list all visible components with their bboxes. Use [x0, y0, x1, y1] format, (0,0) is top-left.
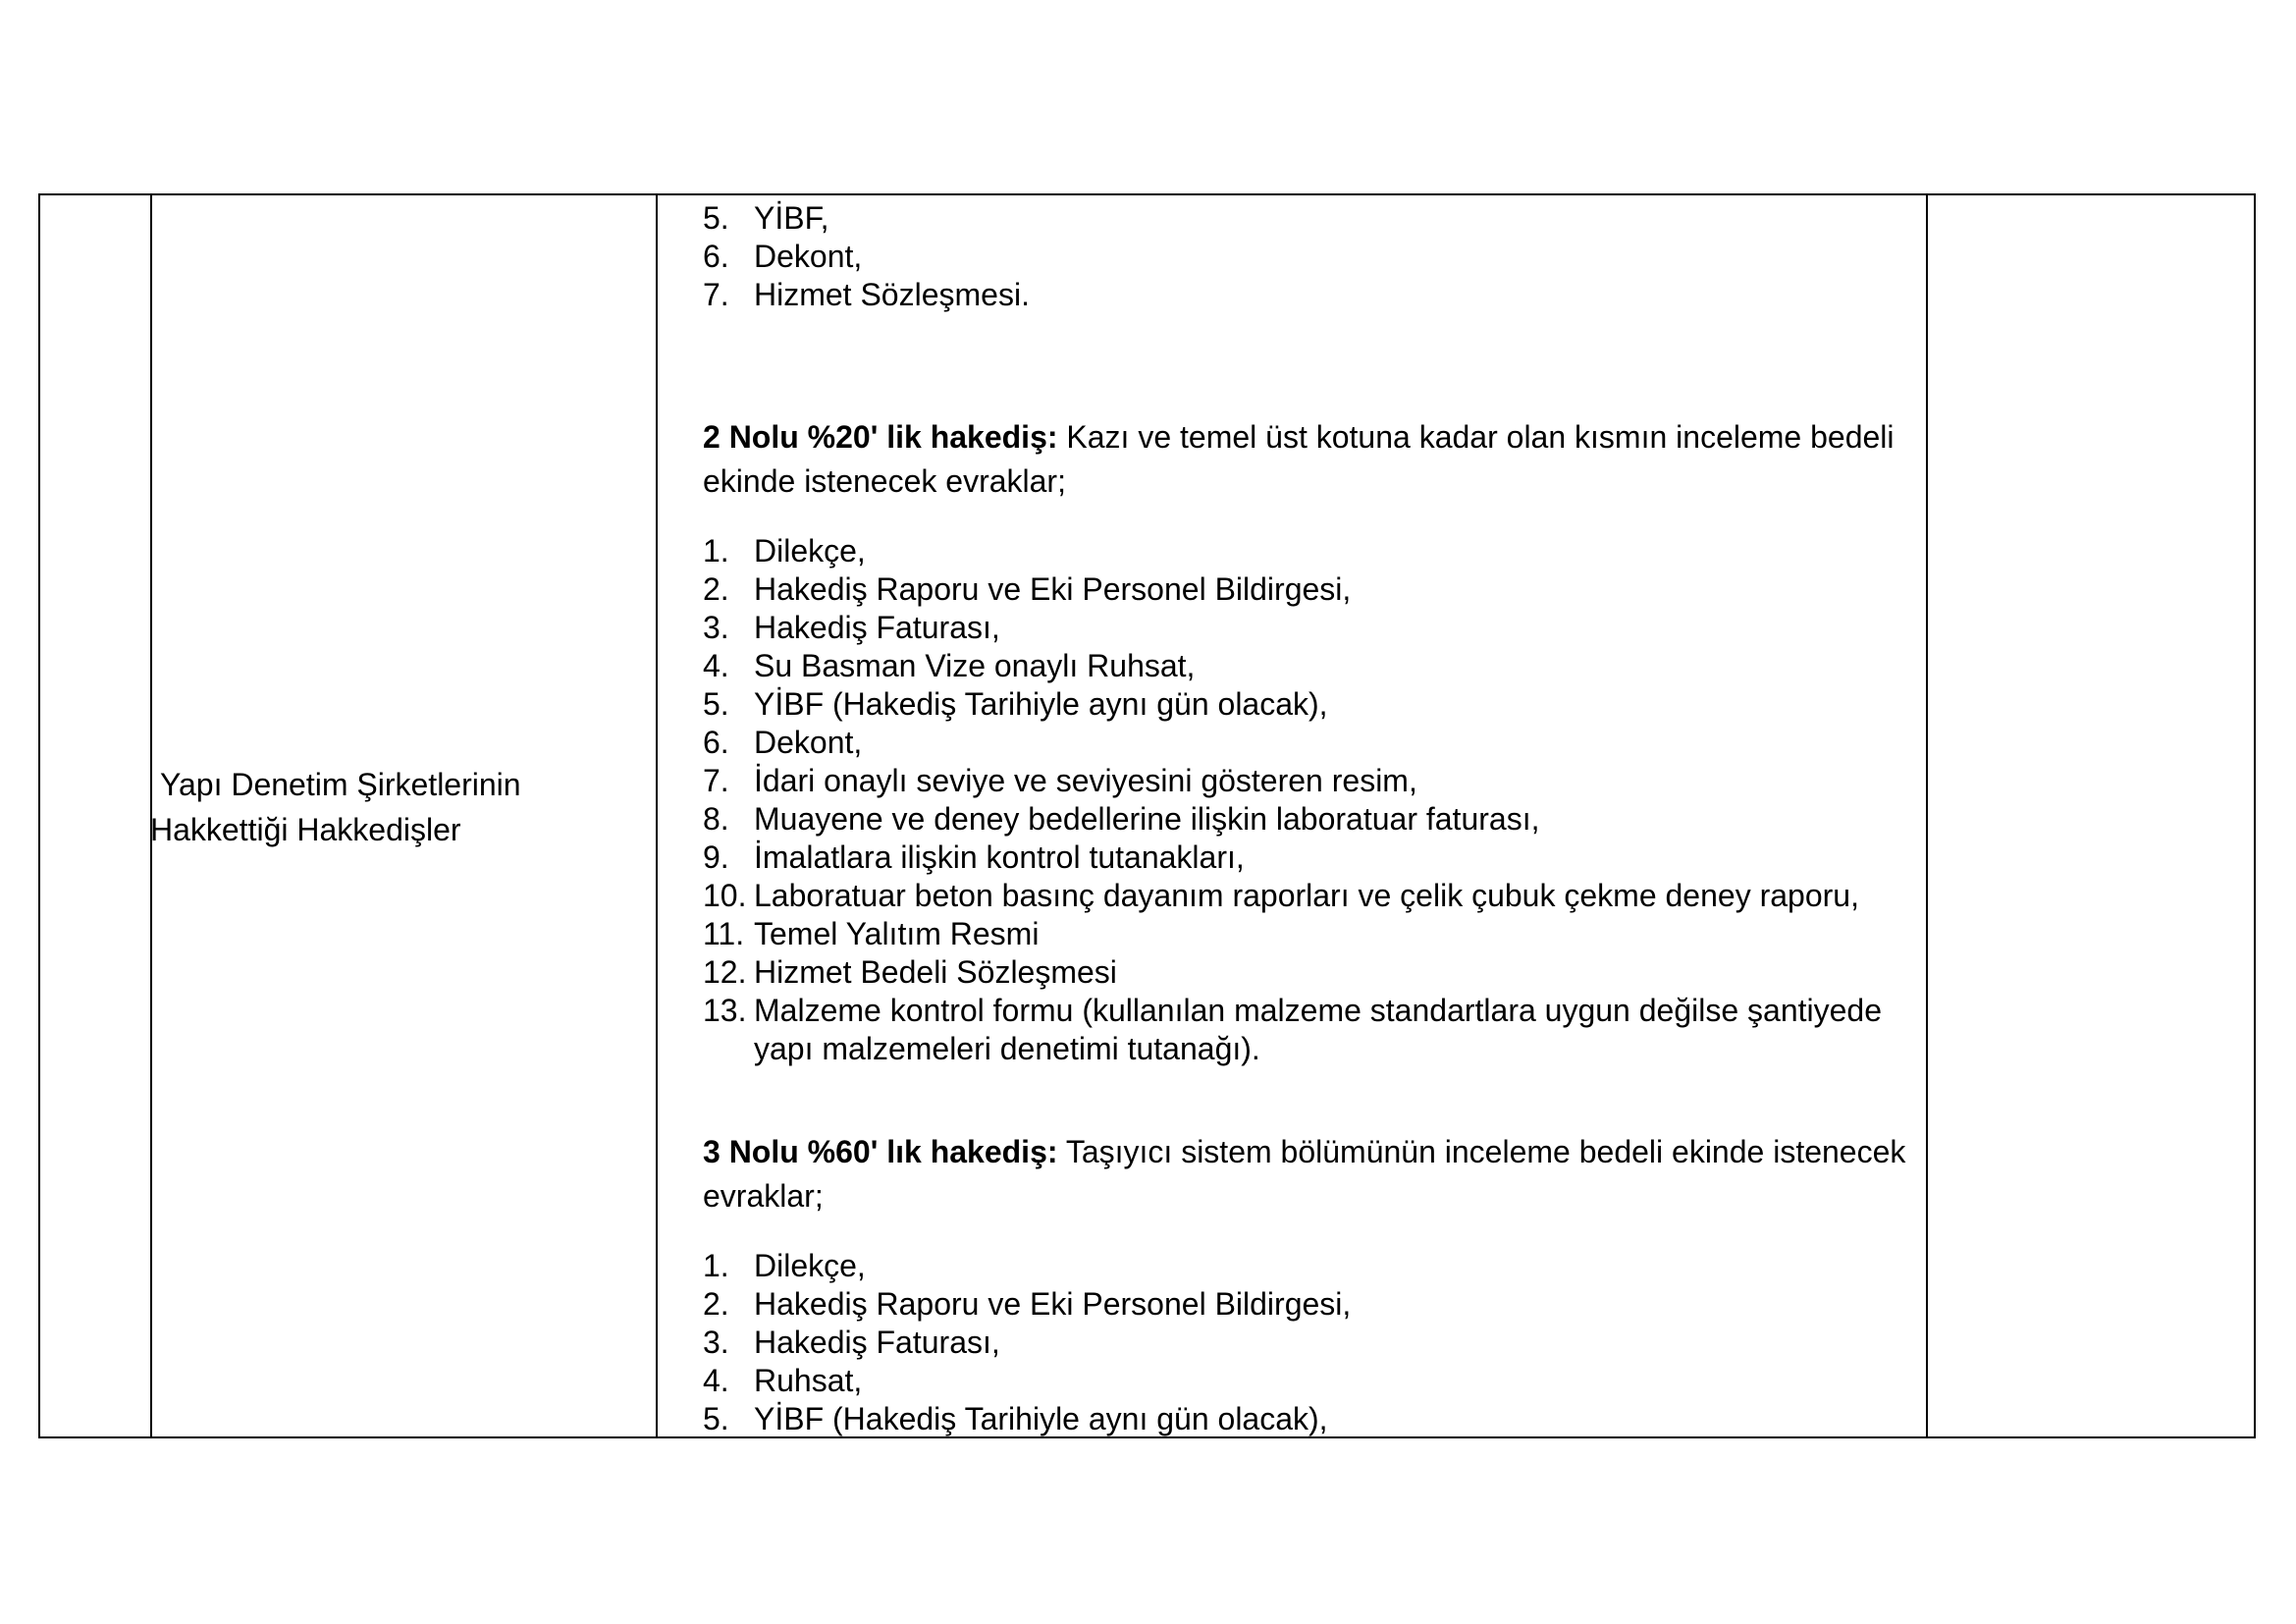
section-2-description: Kazı ve temel üst kotuna kadar olan kısmın inceleme bedeli ekinde istenecek evraklar; — [703, 419, 1895, 499]
list-item: 1. Dilekçe, — [703, 533, 866, 568]
subject-cell — [150, 762, 656, 852]
section-2-list — [703, 532, 1916, 1068]
list-item: 4. Ruhsat, — [703, 1363, 863, 1398]
list-item: 6. Dekont, — [703, 725, 863, 760]
section-3-list — [703, 1247, 1916, 1438]
list-item: 13. Malzeme kontrol formu (kullanılan malzeme standartlara uygun değilse şantiyede yapı malzemeleri denetimi tutanağı). — [703, 993, 1883, 1066]
list-item: 10. Laboratuar beton basınç dayanım raporları ve çelik çubuk çekme deney raporu, — [703, 878, 1859, 913]
section-3-title: 3 Nolu %60' lık hakediş: — [703, 1134, 1058, 1169]
list-item: 3. Hakediş Faturası, — [703, 1325, 1000, 1360]
section-3-description: Taşıyıcı sistem bölümünün inceleme bedeli ekinde istenecek evraklar; — [703, 1134, 1906, 1214]
subject-line-1: Yapı Denetim Şirketlerinin — [160, 767, 521, 802]
list-item: 1. Dilekçe, — [703, 1248, 866, 1283]
list-item: 3. Hakediş Faturası, — [703, 610, 1000, 645]
column-divider-2 — [656, 195, 658, 1436]
content-cell — [703, 195, 1926, 1436]
list-item: 11. Temel Yalıtım Resmi — [703, 916, 1040, 951]
list-item: 7. İdari onaylı seviye ve seviyesini gösteren resim, — [703, 763, 1417, 798]
list-item: 5. YİBF, — [703, 200, 829, 236]
column-divider-3 — [1926, 195, 1928, 1436]
list-item: 7. Hizmet Sözleşmesi. — [703, 277, 1030, 312]
section-2-title: 2 Nolu %20' lik hakediş: — [703, 419, 1058, 455]
list-item: 6. Dekont, — [703, 239, 863, 274]
list-item: 2. Hakediş Raporu ve Eki Personel Bildirgesi, — [703, 1286, 1352, 1322]
list-item: 12. Hizmet Bedeli Sözleşmesi — [703, 954, 1117, 990]
section-2-heading — [703, 415, 1926, 504]
list-item: 2. Hakediş Raporu ve Eki Personel Bildirgesi, — [703, 571, 1352, 607]
list-item: 8. Muayene ve deney bedellerine ilişkin laboratuar faturası, — [703, 801, 1540, 837]
list-item: 5. YİBF (Hakediş Tarihiyle aynı gün olacak), — [703, 1401, 1328, 1436]
subject-line-2: Hakkettiği Hakkedişler — [150, 812, 461, 847]
list-item: 5. YİBF (Hakediş Tarihiyle aynı gün olacak), — [703, 686, 1328, 722]
list-item: 4. Su Basman Vize onaylı Ruhsat, — [703, 648, 1196, 683]
list-item: 9. İmalatlara ilişkin kontrol tutanakları, — [703, 839, 1245, 875]
section-3-heading — [703, 1130, 1926, 1218]
top-list — [703, 199, 1926, 314]
document-table — [38, 193, 2256, 1438]
